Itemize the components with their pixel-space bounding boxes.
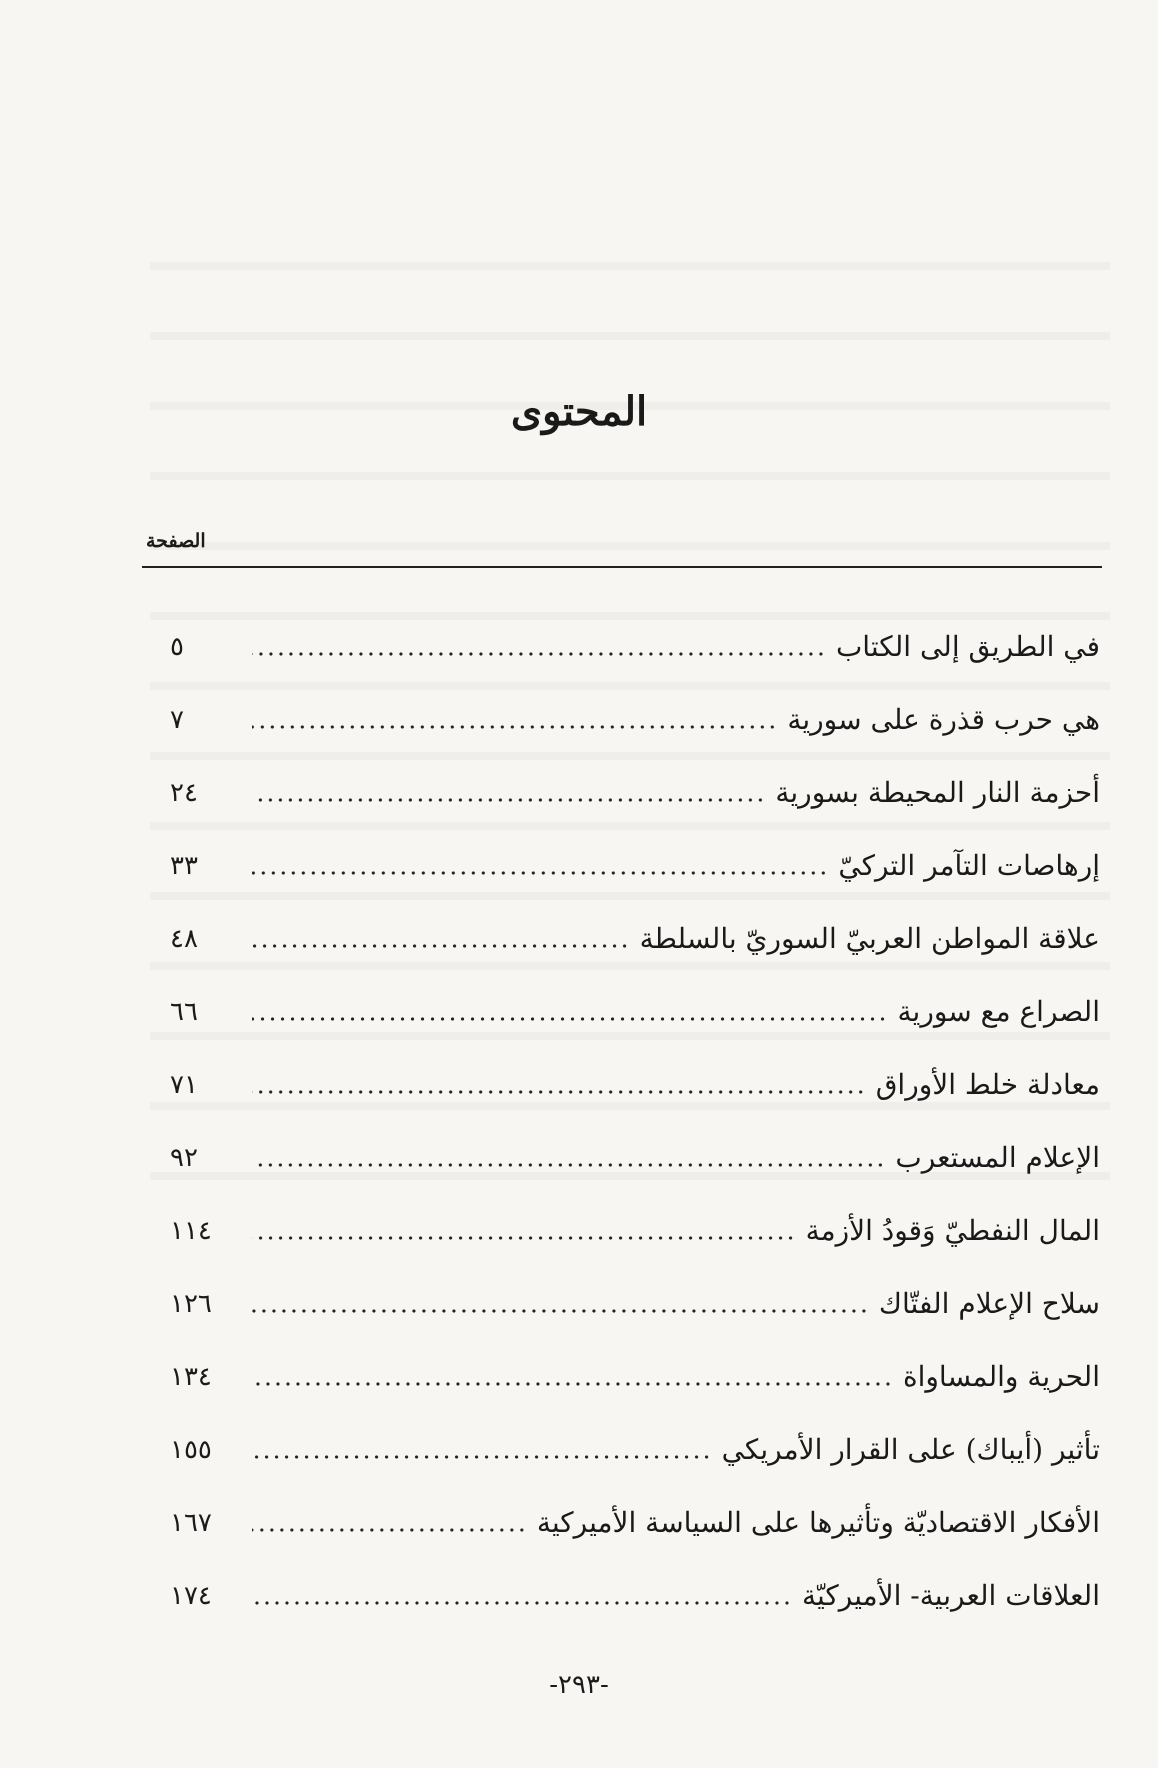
dot-leader [252,1016,888,1022]
page-number: -٢٩٣- [549,1670,609,1700]
dot-leader [252,651,826,657]
toc-entry-page: ١١٤ [170,1215,212,1246]
header-divider [142,566,1102,568]
toc-entry [170,1194,1100,1267]
page-title: المحتوى [510,388,648,435]
toc-entry-page: ٧١ [170,1069,198,1100]
toc-entry-page: ٦٦ [170,996,198,1027]
toc-entry [170,975,1100,1048]
dot-leader [252,1089,866,1095]
toc-entry [170,1413,1100,1486]
dot-leader [252,870,828,876]
toc-entry [170,610,1100,683]
toc-entry-title: الإعلام المستعرب [895,1141,1100,1174]
toc-entry-title: هي حرب قذرة على سورية [787,703,1100,736]
toc-entry-title: سلاح الإعلام الفتّاك [878,1287,1100,1320]
toc-entry [170,1559,1100,1632]
table-of-contents [170,610,1100,1632]
toc-entry-title: تأثير (أيباك) على القرار الأمريكي [721,1433,1100,1466]
dot-leader [252,1454,712,1460]
dot-leader [252,1235,796,1241]
dot-leader [252,1308,869,1314]
toc-entry-page: ١٧٤ [170,1580,212,1611]
toc-entry-page: ٩٢ [170,1142,198,1173]
dot-leader [252,1162,885,1168]
dot-leader [252,797,765,803]
toc-entry [170,683,1100,756]
toc-entry-title: الأفكار الاقتصاديّة وتأثيرها على السياسة الأميركية [536,1506,1100,1539]
toc-entry-title: معادلة خلط الأوراق [875,1068,1100,1101]
toc-entry-title: في الطريق إلى الكتاب [835,630,1100,663]
dot-leader [252,943,630,949]
toc-entry-title: الحرية والمساواة [902,1360,1100,1393]
toc-entry-title: المال النفطيّ وَقودُ الأزمة [805,1214,1100,1247]
toc-entry-page: ٤٨ [170,923,198,954]
toc-entry-title: علاقة المواطن العربيّ السوريّ بالسلطة [639,922,1100,955]
toc-entry-title: الصراع مع سورية [897,995,1100,1028]
dot-leader [252,1381,893,1387]
toc-entry [170,1267,1100,1340]
toc-entry-page: ٢٤ [170,777,198,808]
toc-entry-title: إرهاصات التآمر التركيّ [838,849,1100,882]
toc-entry [170,1340,1100,1413]
dot-leader [252,724,777,730]
toc-entry [170,902,1100,975]
toc-entry-page: ١٥٥ [170,1434,212,1465]
toc-entry-title: العلاقات العربية- الأميركيّة [801,1579,1100,1612]
dot-leader [252,1527,527,1533]
toc-entry [170,829,1100,902]
toc-entry-title: أحزمة النار المحيطة بسورية [775,776,1100,809]
toc-entry-page: ٧ [170,704,184,735]
toc-entry [170,1048,1100,1121]
page-column-label: الصفحة [146,530,206,552]
toc-entry-page: ١٦٧ [170,1507,212,1538]
toc-entry [170,756,1100,829]
toc-entry [170,1486,1100,1559]
dot-leader [252,1600,792,1606]
toc-entry [170,1121,1100,1194]
toc-entry-page: ١٣٤ [170,1361,212,1392]
toc-entry-page: ٥ [170,631,184,662]
toc-entry-page: ٣٣ [170,850,198,881]
toc-entry-page: ١٢٦ [170,1288,212,1319]
